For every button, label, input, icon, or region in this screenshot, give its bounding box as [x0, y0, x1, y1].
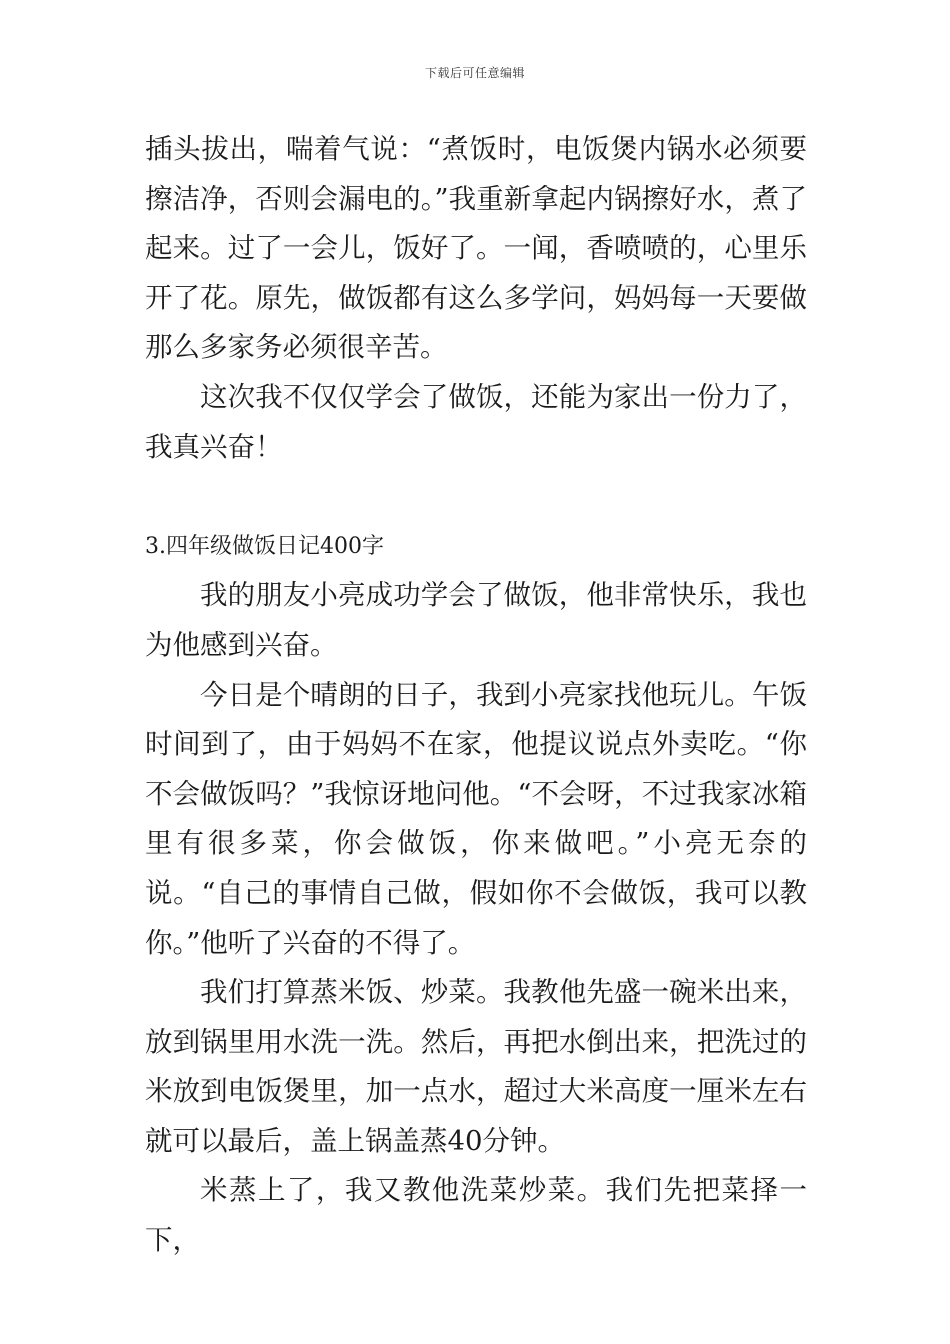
paragraph-conclusion: 这次我不仅仅学会了做饭，还能为家出一份力了，我真兴奋！	[145, 380, 807, 463]
document-body	[145, 125, 807, 1266]
section-spacer	[145, 472, 807, 522]
section-heading: 3.四年级做饭日记400字	[145, 533, 384, 559]
paragraph-vegetables: 米蒸上了，我又教他洗菜炒菜。我们先把菜择一下，	[145, 1174, 807, 1257]
paragraph-rice-steps: 我们打算蒸米饭、炒菜。我教他先盛一碗米出来，放到锅里用水洗一洗。然后，再把水倒出来，把洗过的米放到电饭煲里，加一点水，超过大米高度一厘米左右就可以最后，盖上锅盖蒸40分钟。	[145, 976, 807, 1157]
page-header: 下载后可任意编辑	[424, 66, 525, 80]
paragraph-continued: 插头拔出，喘着气说：“煮饭时，电饭煲内锅水必须要擦洁净，否则会漏电的。”我重新拿起内锅擦好水，煮了起来。过了一会儿，饭好了。一闻，香喷喷的，心里乐开了花。原先，做饭都有这么多学问，妈妈每一天要做那么多家务必须很辛苦。	[145, 133, 807, 364]
paragraph-intro: 我的朋友小亮成功学会了做饭，他非常快乐，我也为他感到兴奋。	[145, 579, 807, 661]
paragraph-story: 今日是个晴朗的日子，我到小亮家找他玩儿。午饭时间到了，由于妈妈不在家，他提议说点外卖吃。“你不会做饭吗？”我惊讶地问他。“不会呀，不过我家冰箱里有很多菜，你会做饭，你来做吧。”小亮无奈的说。“自己的事情自己做，假如你不会做饭，我可以教你。”他听了兴奋的不得了。	[145, 678, 807, 959]
